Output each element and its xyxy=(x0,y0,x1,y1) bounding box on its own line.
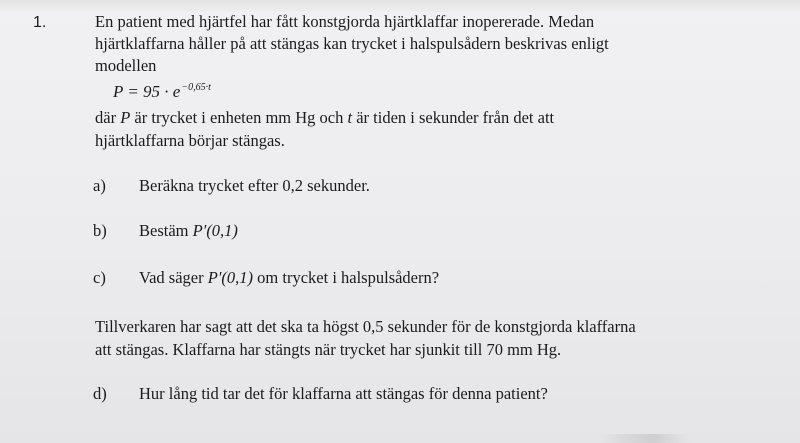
question-number: 1. xyxy=(33,14,47,31)
item-b-prefix: Bestäm xyxy=(139,221,193,240)
definition-line-1 xyxy=(95,108,554,128)
intro-line-1: En patient med hjärtfel har fått konstgjorda hjärtklaffar inopererade. Medan xyxy=(95,12,595,31)
variable-P: P xyxy=(120,108,131,127)
item-a-label: a) xyxy=(93,176,106,195)
definition-part-2: är trycket i enheten mm Hg och xyxy=(130,108,348,127)
formula-lhs: P = 95 · e xyxy=(113,82,181,101)
item-d-label: d) xyxy=(93,384,107,403)
pressure-formula xyxy=(113,82,211,102)
item-c-label: c) xyxy=(93,268,106,287)
item-b-text xyxy=(139,221,238,241)
manufacturer-line-1: Tillverkaren har sagt att det ska ta högst 0,5 sekunder för de konstgjorda klaffarna xyxy=(95,317,636,336)
intro-line-3: modellen xyxy=(95,56,157,75)
item-c-tail: om trycket i halspulsådern? xyxy=(253,268,440,287)
bottom-edge-marks xyxy=(600,434,690,443)
definition-part-3: är tiden i sekunder från det att xyxy=(352,108,555,127)
item-b-label: b) xyxy=(93,221,107,240)
item-c-prefix: Vad säger xyxy=(139,268,208,287)
manufacturer-line-2: att stängas. Klaffarna har stängts när trycket har sjunkit till 70 mm Hg. xyxy=(95,340,562,359)
definition-part-1: där xyxy=(95,108,121,127)
item-c-text xyxy=(139,268,439,288)
variable-t: t xyxy=(347,108,353,127)
item-c-expression: P′(0,1) xyxy=(207,268,254,287)
item-b-expression: P′(0,1) xyxy=(192,221,238,240)
intro-line-2: hjärtklaffarna håller på att stängas kan trycket i halspulsådern beskrivas enligt xyxy=(95,34,609,53)
top-edge xyxy=(0,0,800,12)
item-d-text: Hur lång tid tar det för klaffarna att stängas för denna patient? xyxy=(139,384,548,403)
definition-line-2: hjärtklaffarna börjar stängas. xyxy=(95,131,285,150)
formula-exponent: −0,65·t xyxy=(181,82,211,93)
item-a-text: Beräkna trycket efter 0,2 sekunder. xyxy=(139,176,370,195)
